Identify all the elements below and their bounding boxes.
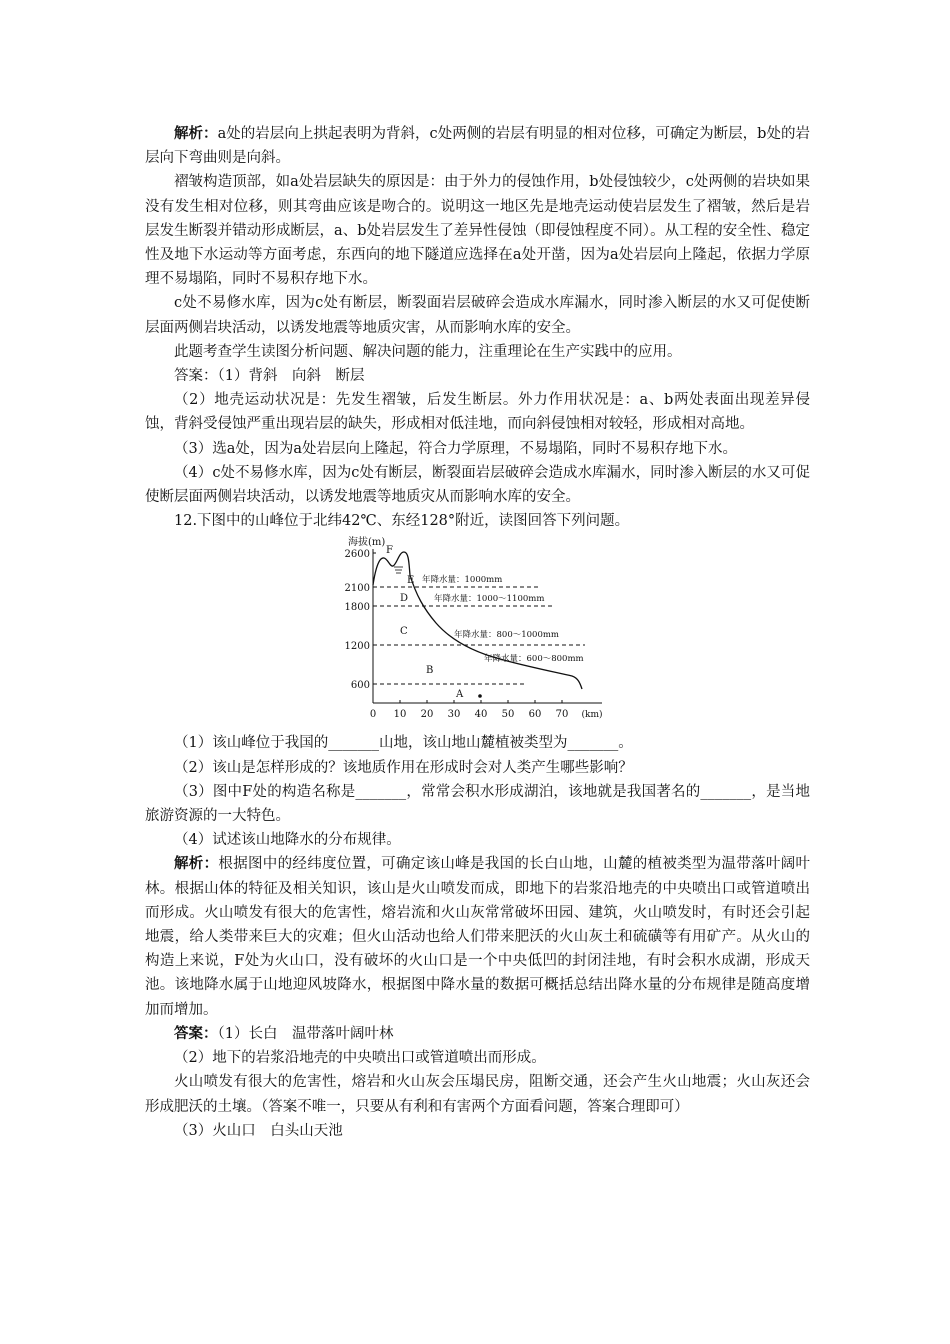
answer-line-4: （4）c处不易修水库，因为c处有断层，断裂面岩层破碎会造成水库漏水，同时渗入断层的水又可促使断层面两侧岩块活动，以诱发地震等地质灾从而影响水库的安全。 — [145, 464, 810, 506]
x-tick-70: 70 — [555, 709, 569, 721]
answer-12-line-4: （3）火山口 白头山天池 — [174, 1122, 343, 1139]
answer-label: 答案： — [174, 1024, 218, 1042]
zone-label-d: D — [400, 593, 409, 605]
question-3: （3）图中F处的构造名称是_______，常常会积水形成湖泊，该地就是我国著名的_______，是当地旅游资源的一大特色。 — [145, 783, 810, 825]
zone-label-c: C — [400, 626, 408, 638]
mountain-profile-line — [373, 552, 582, 689]
precip-label-3: 年降水量：800～1000mm — [454, 630, 559, 641]
x-tick-30: 30 — [447, 709, 461, 721]
answer-line-2: （2）地壳运动状况是：先发生褶皱，后发生断层。外力作用状况是：a、b两处表面出现差异侵蚀，背斜受侵蚀严重出现岩层的缺失，形成相对低洼地，而向斜侵蚀相对较轻，形成相对高地。 — [145, 392, 810, 433]
zone-label-e: E — [407, 575, 415, 587]
question-4: （4）试述该山地降水的分布规律。 — [174, 832, 401, 849]
zone-label-f: F — [386, 545, 393, 557]
mountain-profile-diagram — [340, 535, 620, 725]
answer-12-line-2: （2）地下的岩浆沿地壳的中央喷出口或管道喷出而形成。 — [174, 1050, 546, 1067]
x-tick-50: 50 — [501, 709, 515, 721]
precip-label-1: 年降水量：1000mm — [422, 575, 503, 586]
analysis-paragraph-2: 褶皱构造顶部，如a处岩层缺失的原因是：由于外力的侵蚀作用，b处侵蚀较少，c处两侧的岩块如果没有发生相对位移，则其弯曲应该是吻合的。说明这一地区先是地壳运动使岩层发生了褶皱，然后是岩层发生断裂并错动形成断层，a、b处岩层发生了差异性侵蚀（即侵蚀程度不同）。从工程的安全性、稳定性及地下水运动等方面考虑，东西向的地下隧道应选择在a处开凿，因为a处岩层向上隆起，依据力学原理不易塌陷，同时不易积存地下水。 — [145, 174, 810, 288]
answer-12-line-1: 答案：（1）长白 温带落叶阔叶林 — [174, 1024, 394, 1042]
x-tick-20: 20 — [420, 709, 434, 721]
x-tick-0: 0 — [369, 709, 377, 721]
analysis-label: 解析： — [174, 125, 218, 142]
answer-line-1: 答案：（1）背斜 向斜 断层 — [174, 368, 365, 385]
mountain-profile-figure — [145, 535, 810, 727]
question-1: （1）该山峰位于我国的_______山地，该山地山麓植被类型为_______。 — [174, 735, 633, 752]
y-tick-2600: 2600 — [344, 549, 370, 561]
y-tick-1200: 1200 — [344, 641, 370, 653]
answer-12-line-3: 火山喷发有很大的危害性，熔岩和火山灰会压塌民房，阻断交通，还会产生火山地震；火山灰还会形成肥沃的土壤。（答案不唯一，只要从有利和有害两个方面看问题，答案合理即可） — [145, 1074, 810, 1115]
question-12-intro: 12.下图中的山峰位于北纬42℃、东经128°附近，读图回答下列问题。 — [174, 513, 630, 530]
analysis-paragraph-3: c处不易修水库，因为c处有断层，断裂面岩层破碎会造成水库漏水，同时渗入断层的水又可促使断层面两侧岩块活动，以诱发地震等地质灾害，从而影响水库的安全。 — [145, 295, 810, 336]
precip-label-2: 年降水量：1000～1100mm — [434, 594, 545, 605]
x-axis-unit: (km) — [581, 710, 603, 721]
document-body — [145, 122, 810, 1143]
crater-lake-icon — [394, 567, 403, 573]
y-axis-title: 海拔(m) — [348, 537, 386, 549]
question-2: （2）该山是怎样形成的？该地质作用在形成时会对人类产生哪些影响？ — [174, 759, 633, 776]
x-tick-40: 40 — [474, 709, 488, 721]
analysis-paragraph-5: 解析：根据图中的经纬度位置，可确定该山峰是我国的长白山地，山麓的植被类型为温带落叶阔叶林。根据山体的特征及相关知识，该山是火山喷发而成，即地下的岩浆沿地壳的中央喷出口或管道喷出而形成。火山喷发有很大的危害性，熔岩流和火山灰常常破坏田园、建筑，火山喷发时，有时还会引起地震，给人类带来巨大的灾难；但火山活动也给人们带来肥沃的火山灰土和硫磺等有用矿产。从火山的构造上来说，F处为火山口，没有破坏的火山口是一个中央低凹的封闭洼地，有时会积水成湖，形成天池。该地降水属于山地迎风坡降水，根据图中降水量的数据可概括总结出降水量的分布规律是随高度增加而增加。 — [145, 855, 811, 1018]
location-dot — [478, 695, 482, 699]
analysis-paragraph-1: 解析：a处的岩层向上拱起表明为背斜，c处两侧的岩层有明显的相对位移，可确定为断层，b处的岩层向下弯曲则是向斜。 — [145, 125, 811, 167]
x-tick-10: 10 — [393, 709, 407, 721]
precip-label-4: 年降水量：600～800mm — [484, 654, 584, 665]
answer-line-3: （3）选a处，因为a处岩层向上隆起，符合力学原理，不易塌陷，同时不易积存地下水。 — [174, 440, 738, 457]
x-tick-60: 60 — [528, 709, 542, 721]
analysis-label-2: 解析： — [174, 855, 219, 873]
y-tick-1800: 1800 — [344, 602, 370, 614]
analysis-paragraph-4: 此题考查学生读图分析问题、解决问题的能力，注重理论在生产实践中的应用。 — [174, 343, 682, 360]
y-tick-600: 600 — [350, 680, 370, 692]
zone-label-b: B — [426, 665, 434, 677]
zone-label-a: A — [456, 689, 464, 701]
y-tick-2100: 2100 — [344, 583, 370, 595]
